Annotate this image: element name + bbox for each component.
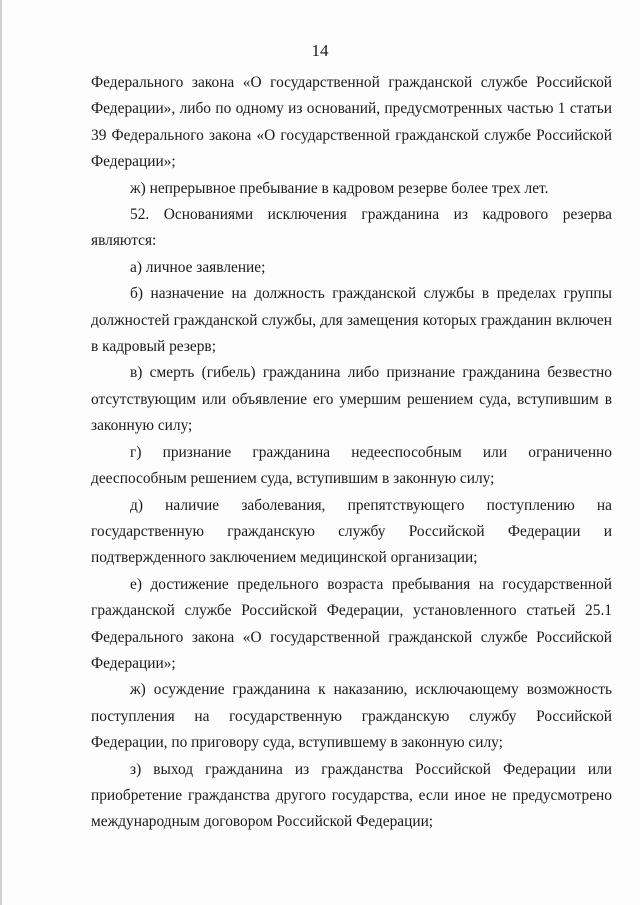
document-body [91, 70, 612, 836]
paragraph-item-g: г) признание гражданина недееспособным или ограниченно дееспособным решением суда, вступившим в законную силу; [91, 443, 612, 488]
paragraph-item-a: а) личное заявление; [130, 258, 266, 276]
page-edge [0, 0, 2, 905]
paragraph-item-zh-term: ж) непрерывное пребывание в кадровом резерве более трех лет. [130, 179, 549, 197]
paragraph-item-z: з) выход гражданина из гражданства Российской Федерации или приобретение гражданства другого государства, если иное не предусмотрено международным договором Российской Федерации; [91, 760, 612, 831]
paragraph-item-e: е) достижение предельного возраста пребывания на государственной гражданской службе Российской Федерации, установленного статьей 25.1 Федерального закона «О государственной гражданской службе Российской Федерации»; [91, 575, 612, 672]
page-number: 14 [311, 41, 329, 60]
paragraph-item-b: б) назначение на должность гражданской службы в пределах группы должностей гражданской службы, для замещения которых гражданин включен в кадровый резерв; [91, 285, 612, 356]
paragraph-continuation: Федерального закона «О государственной гражданской службе Российской Федерации», либо по одному из оснований, предусмотренных частью 1 статьи 39 Федерального закона «О государственной гражданской службе Российской Федерации»; [91, 74, 612, 171]
paragraph-item-d: д) наличие заболевания, препятствующего поступлению на государственную гражданскую службу Российской Федерации и подтвержденного заключением медицинской организации; [91, 496, 612, 567]
paragraph-item-zh-conviction: ж) осуждение гражданина к наказанию, исключающему возможность поступления на государственную гражданскую службу Российской Федерации, по приговору суда, вступившему в законную силу; [91, 681, 612, 752]
paragraph-52-heading: 52. Основаниями исключения гражданина из кадрового резерва являются: [91, 206, 612, 250]
paragraph-item-v: в) смерть (гибель) гражданина либо признание гражданина безвестно отсутствующим или объявление его умершим решением суда, вступившим в законную силу; [91, 364, 612, 435]
